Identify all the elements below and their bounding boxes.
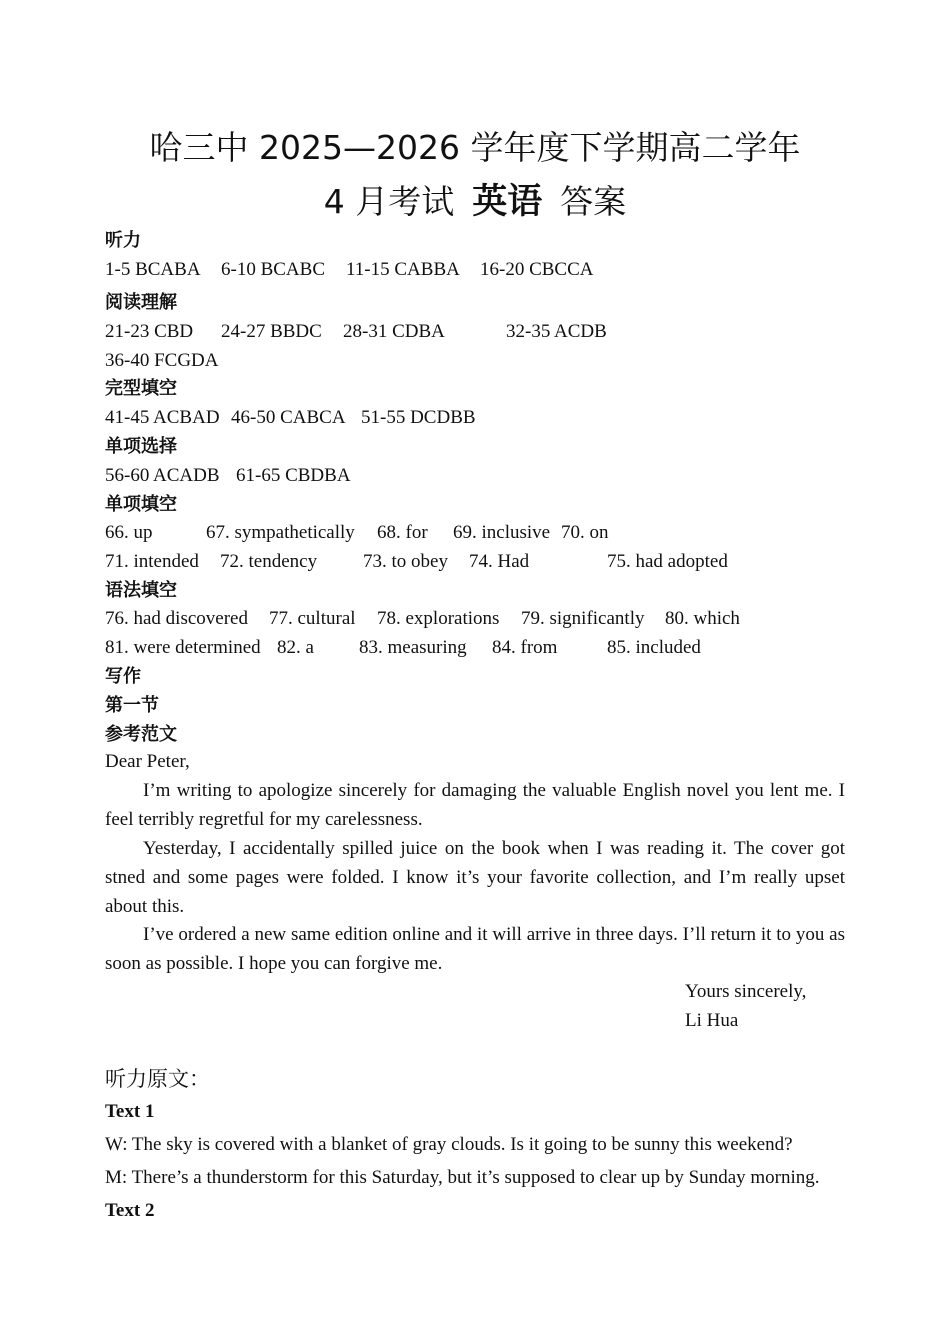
answer-group: 61-65 CBDBA bbox=[236, 465, 351, 486]
letter-paragraph-text: I’m writing to apologize sincerely for damaging the valuable English novel you lent me. I feel terribly regretful for my carelessness. bbox=[105, 780, 845, 830]
answer-item: 77. cultural bbox=[269, 608, 356, 629]
title-exam-month: 4 月考试 bbox=[323, 182, 455, 221]
answer-group: 6-10 BCABC bbox=[221, 259, 325, 280]
title-answer-label: 答案 bbox=[560, 182, 627, 221]
answer-item: 69. inclusive bbox=[453, 522, 551, 543]
section-heading-grammar-fill: 语法填空 bbox=[105, 580, 177, 601]
answer-item: 73. to obey bbox=[363, 551, 448, 572]
section-heading-writing: 写作 bbox=[105, 666, 141, 687]
answer-item: 82. a bbox=[277, 637, 314, 658]
letter-signature: Li Hua bbox=[685, 1010, 739, 1031]
transcript-text-label: Text 1 bbox=[105, 1101, 155, 1122]
transcript-text-label: Text 2 bbox=[105, 1200, 155, 1221]
answer-item: 75. had adopted bbox=[607, 551, 728, 572]
answer-group: 16-20 CBCCA bbox=[480, 259, 594, 280]
answer-item: 85. included bbox=[607, 637, 701, 658]
sample-essay-heading: 参考范文 bbox=[105, 724, 177, 745]
letter-paragraph bbox=[105, 834, 845, 921]
answer-group: 24-27 BBDC bbox=[221, 321, 322, 342]
answer-group: 1-5 BCABA bbox=[105, 259, 201, 280]
letter-paragraph bbox=[105, 776, 845, 834]
answer-group: 46-50 CABCA bbox=[231, 407, 346, 428]
answer-item: 83. measuring bbox=[359, 637, 467, 658]
letter-paragraph-text: Yesterday, I accidentally spilled juice on the book when I was reading it. The cover got stned and some pages were folded. I know it’s your favorite collection, and I’m really upset about this. bbox=[105, 838, 845, 917]
answer-group: 21-23 CBD bbox=[105, 321, 194, 342]
section-heading-listening: 听力 bbox=[105, 230, 141, 251]
section-heading-reading: 阅读理解 bbox=[105, 292, 177, 313]
answer-item: 81. were determined bbox=[105, 637, 261, 658]
answer-item: 79. significantly bbox=[521, 608, 645, 629]
answer-group: 11-15 CABBA bbox=[346, 259, 460, 280]
answer-item: 84. from bbox=[492, 637, 558, 658]
title-subject: 英语 bbox=[472, 181, 543, 222]
letter-greeting: Dear Peter, bbox=[105, 751, 190, 772]
letter-paragraph bbox=[105, 920, 845, 978]
section-heading-single-choice: 单项选择 bbox=[105, 436, 177, 457]
answer-group: 56-60 ACADB bbox=[105, 465, 220, 486]
answer-group: 32-35 ACDB bbox=[506, 321, 607, 342]
answer-item: 67. sympathetically bbox=[206, 522, 355, 543]
letter-paragraph-text: I’ve ordered a new same edition online and it will arrive in three days. I’ll return it to you as soon as possible. I hope you can forgive me. bbox=[105, 924, 845, 974]
answer-item: 76. had discovered bbox=[105, 608, 248, 629]
answer-group: 28-31 CDBA bbox=[343, 321, 445, 342]
section-heading-transcript: 听力原文： bbox=[105, 1067, 210, 1091]
answer-item: 74. Had bbox=[469, 551, 530, 572]
answer-item: 78. explorations bbox=[377, 608, 500, 629]
section-heading-cloze: 完型填空 bbox=[105, 378, 177, 399]
answer-item: 71. intended bbox=[105, 551, 199, 572]
answer-item: 70. on bbox=[561, 522, 609, 543]
transcript-line: M: There’s a thunderstorm for this Saturday, but it’s supposed to clear up by Sunday morning. bbox=[105, 1167, 820, 1188]
answer-item: 66. up bbox=[105, 522, 153, 543]
answer-item: 80. which bbox=[665, 608, 740, 629]
answer-item: 68. for bbox=[377, 522, 428, 543]
answer-group: 51-55 DCDBB bbox=[361, 407, 476, 428]
page-title-line2 bbox=[0, 174, 950, 224]
answer-group: 36-40 FCGDA bbox=[105, 350, 219, 371]
answer-item: 72. tendency bbox=[220, 551, 318, 572]
section-heading-single-fill: 单项填空 bbox=[105, 494, 177, 515]
writing-part-heading: 第一节 bbox=[105, 695, 159, 716]
transcript-line: W: The sky is covered with a blanket of gray clouds. Is it going to be sunny this weekend? bbox=[105, 1134, 793, 1155]
page-title-line1: 哈三中 2025—2026 学年度下学期高二学年 bbox=[149, 128, 801, 167]
letter-closing: Yours sincerely, bbox=[685, 981, 807, 1002]
answer-group: 41-45 ACBAD bbox=[105, 407, 220, 428]
